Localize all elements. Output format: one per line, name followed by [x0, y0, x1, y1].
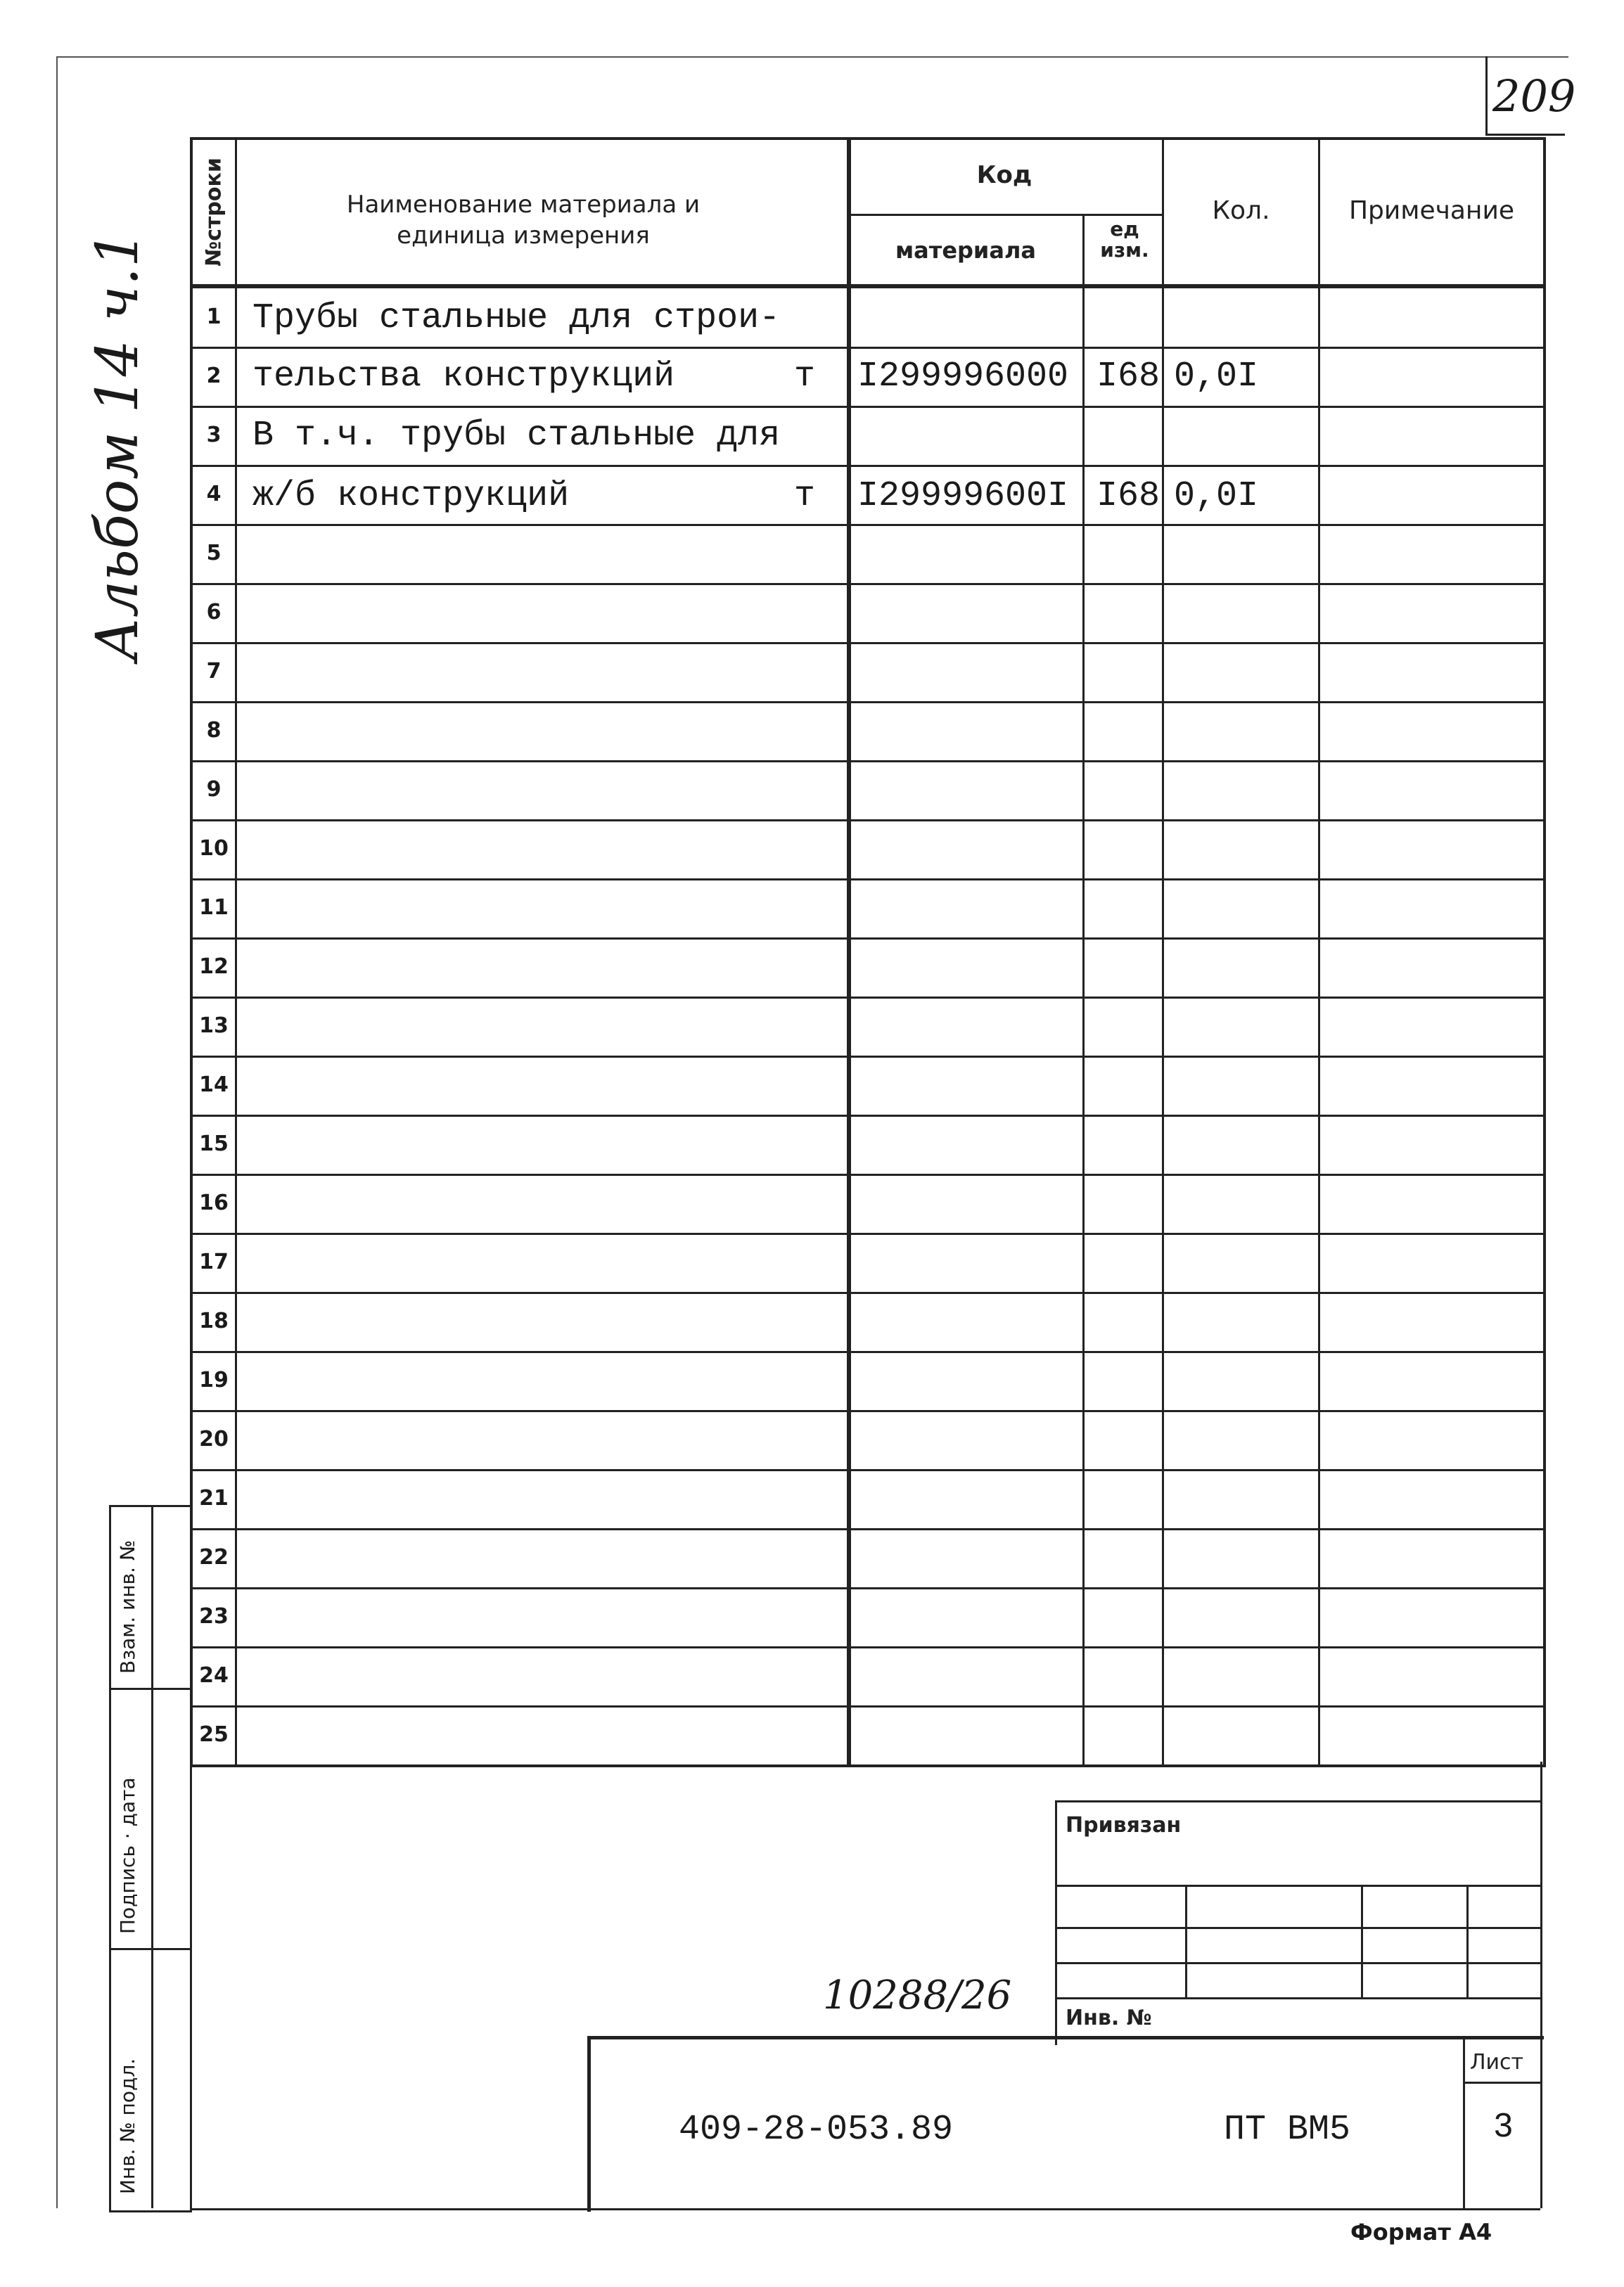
- row-divider: [193, 1292, 1543, 1294]
- format-label: Формат А4: [1350, 2219, 1492, 2246]
- row-number: 12: [199, 954, 229, 979]
- header-row-no: №строки: [201, 158, 226, 267]
- row-divider: [193, 406, 1543, 408]
- row-divider: [193, 1115, 1543, 1117]
- row-number: 11: [199, 895, 229, 920]
- col-divider-qty: [1318, 140, 1320, 1764]
- col-divider-rownum: [235, 140, 237, 1764]
- row-number: 15: [199, 1132, 229, 1156]
- sheet-number: 3: [1494, 2107, 1513, 2144]
- sheet-label: Лист: [1470, 2050, 1524, 2075]
- row-3-name: В т.ч. трубы стальные для: [252, 416, 781, 456]
- row-number: 3: [206, 423, 222, 447]
- header-code-unit: ед изм.: [1100, 217, 1149, 262]
- row-divider: [193, 465, 1543, 467]
- attached-col-3: [1466, 1885, 1469, 1997]
- row-divider: [193, 701, 1543, 703]
- frame-left-lower: [190, 1762, 192, 2208]
- row-number: 16: [199, 1191, 229, 1215]
- row-4-material-code: I29999600I: [857, 476, 1069, 516]
- header-quantity: Кол.: [1212, 196, 1270, 225]
- row-number: 19: [199, 1368, 229, 1392]
- row-2-name: тельства конструкций: [252, 357, 675, 397]
- row-number: 4: [206, 482, 222, 506]
- code-subheader-line: [847, 214, 1162, 216]
- row-divider: [193, 524, 1543, 526]
- row-divider: [193, 1587, 1543, 1589]
- page-top-border: [56, 56, 1568, 58]
- materials-table: [190, 137, 1546, 1767]
- row-divider: [193, 1469, 1543, 1471]
- header-material-name: Наименование материала и единица измерения: [346, 191, 701, 250]
- row-number: 14: [199, 1072, 229, 1097]
- row-divider: [193, 878, 1543, 880]
- row-divider: [193, 997, 1543, 999]
- row-number: 5: [206, 541, 222, 565]
- page-number: 209: [1492, 70, 1576, 122]
- row-number: 23: [199, 1604, 229, 1629]
- col-divider-code: [1082, 214, 1085, 1764]
- inv-original-label: Инв. № подл.: [116, 2058, 139, 2194]
- sheet-label-line: [1463, 2082, 1540, 2084]
- page-left-border: [56, 56, 58, 2208]
- row-2-material-code: I299996000: [857, 357, 1069, 397]
- section-code: ПТ ВМ5: [1224, 2110, 1351, 2150]
- row-divider: [193, 1646, 1543, 1648]
- header-code-material: материала: [895, 237, 1036, 264]
- row-divider: [193, 1410, 1543, 1412]
- col-divider-name: [847, 140, 851, 1764]
- row-2-unit: т: [794, 357, 816, 397]
- row-number: 13: [199, 1013, 229, 1038]
- col-divider-unit: [1162, 140, 1164, 1764]
- row-number: 1: [206, 305, 222, 329]
- row-number: 10: [199, 836, 229, 861]
- sheet-col-divider: [1463, 2036, 1465, 2208]
- header-code: Код: [976, 161, 1032, 189]
- signature-date-label: Подпись · дата: [116, 1777, 139, 1934]
- inv-no-label: Инв. №: [1066, 2006, 1152, 2030]
- side-stamp-sep-1: [109, 1688, 190, 1690]
- document-code: 409-28-053.89: [679, 2110, 954, 2150]
- row-number: 6: [206, 600, 222, 624]
- row-number: 8: [206, 718, 222, 743]
- row-4-unit: т: [794, 476, 816, 516]
- album-note: Альбом 14 ч.1: [84, 230, 151, 661]
- row-number: 2: [206, 364, 222, 388]
- attached-col-2: [1361, 1885, 1363, 1997]
- attached-col-1: [1185, 1885, 1187, 1997]
- row-1-name: Трубы стальные для строи-: [252, 298, 781, 338]
- row-divider: [193, 583, 1543, 585]
- row-2-unit-code: I68: [1096, 357, 1161, 397]
- row-divider: [193, 1351, 1543, 1353]
- row-divider: [193, 760, 1543, 762]
- row-4-name: ж/б конструкций: [252, 476, 570, 516]
- replaced-inv-label: Взам. инв. №: [116, 1539, 139, 1674]
- row-number: 21: [199, 1486, 229, 1511]
- row-number: 17: [199, 1250, 229, 1274]
- side-stamp-divider: [151, 1505, 153, 2208]
- row-divider: [193, 1705, 1543, 1708]
- row-number: 25: [199, 1722, 229, 1747]
- row-divider: [193, 819, 1543, 821]
- side-stamp-sep-2: [109, 1948, 190, 1950]
- row-divider: [193, 642, 1543, 644]
- row-number: 20: [199, 1427, 229, 1452]
- row-divider: [193, 1174, 1543, 1176]
- row-number: 24: [199, 1663, 229, 1688]
- row-number: 9: [206, 777, 222, 802]
- row-4-unit-code: I68: [1096, 476, 1161, 516]
- row-2-quantity: 0,0I: [1174, 357, 1259, 397]
- header-bottom-line: [193, 284, 1543, 288]
- header-note: Примечание: [1348, 196, 1515, 225]
- row-divider: [193, 347, 1543, 349]
- row-number: 7: [206, 659, 222, 684]
- attached-label: Привязан: [1066, 1813, 1182, 1838]
- registration-number: 10288/26: [823, 1973, 1012, 2018]
- row-4-quantity: 0,0I: [1174, 476, 1259, 516]
- row-number: 22: [199, 1545, 229, 1570]
- row-number: 18: [199, 1309, 229, 1333]
- row-divider: [193, 1528, 1543, 1530]
- row-divider: [193, 1056, 1543, 1058]
- row-divider: [193, 1233, 1543, 1235]
- row-divider: [193, 937, 1543, 940]
- attached-line-4: [1055, 1997, 1540, 1999]
